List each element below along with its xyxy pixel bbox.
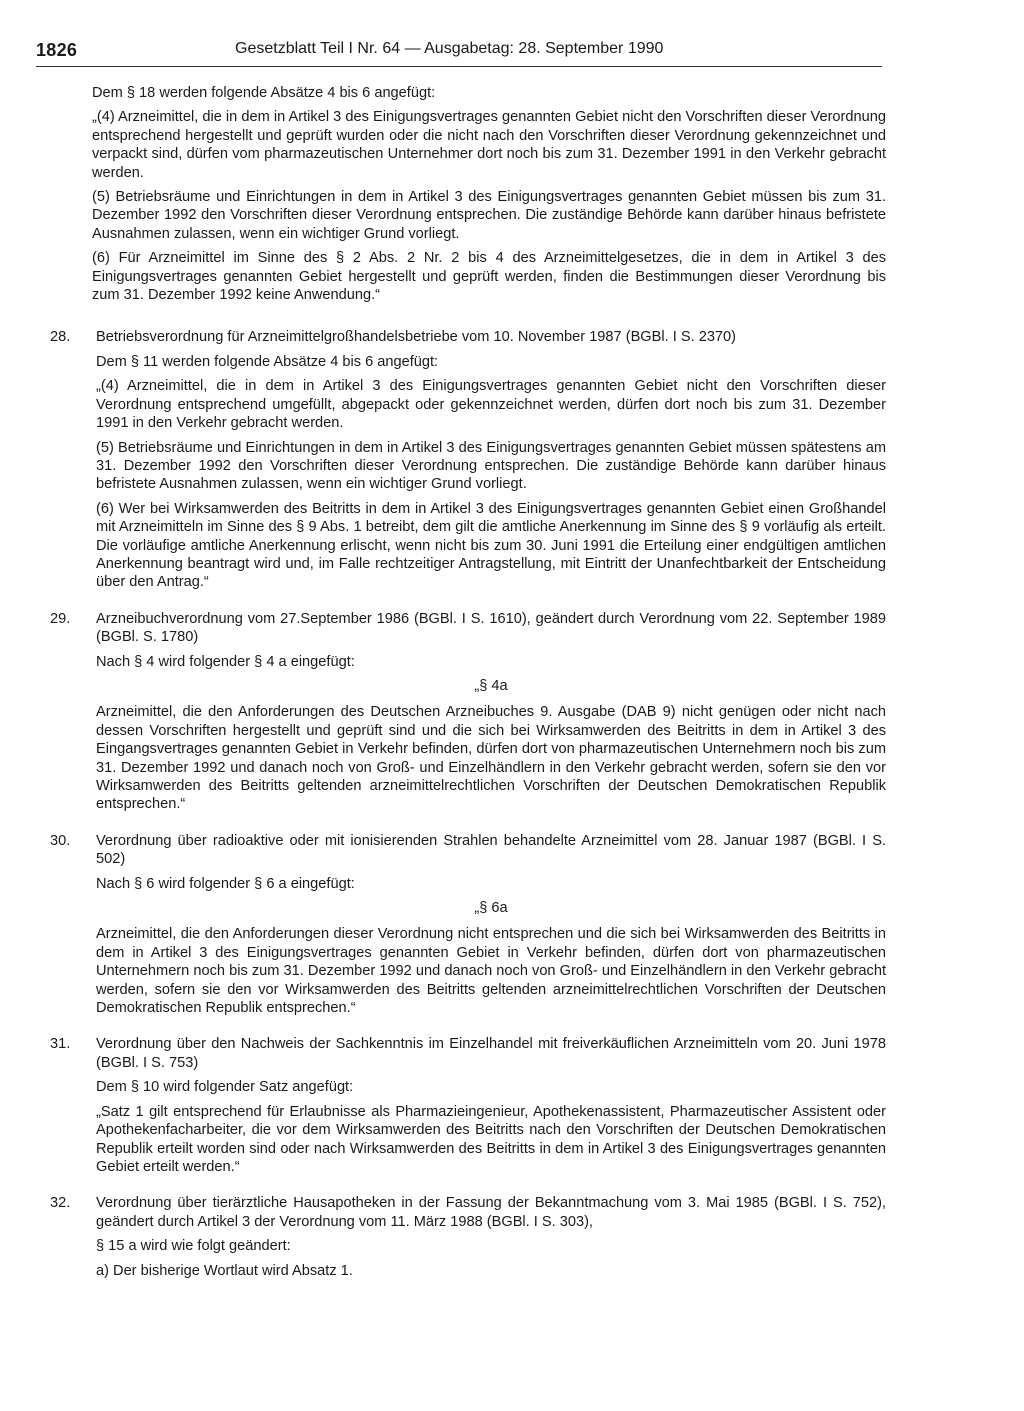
item-intro: Nach § 6 wird folgender § 6 a eingefügt: [96,875,355,892]
item-paragraph: (6) Wer bei Wirksamwerden des Beitritts in dem in Artikel 3 des Einigungsvertrages genannten Gebiet einen Großhandel mit Arzneimitteln im Sinne des § 9 Abs. 1 betreibt, dem gilt die amtliche Anerkennung im Sinne des § 9 vorläufig als erteilt. Die vorläufige amtliche Anerkennung erlischt, wenn nicht bis zum 30. Juni 1991 die Erteilung einer endgültigen amtlichen Anerkennung beantragt wird und, im Falle rechtzeitiger Antragstellung, mit Eintritt der Unanfechtbarkeit der Entscheidung über den Antrag.“ [96,500,886,591]
list-item-28 [36,328,886,591]
item-intro: Nach § 4 wird folgender § 4 a eingefügt: [96,653,355,670]
item-title: Arzneibuchverordnung vom 27.September 1986 (BGBl. I S. 1610), geändert durch Verordnung vom 22. September 1989 (BGBl. S. 1780) [96,610,886,646]
list-item-31 [36,1035,886,1176]
amendment-intro: Dem § 18 werden folgende Absätze 4 bis 6 angefügt: [92,85,436,101]
item-paragraph: (5) Betriebsräume und Einrichtungen in dem in Artikel 3 des Einigungsvertrages genannten Gebiet müssen spätestens am 31. Dezember 1992 den Vorschriften dieser Verordnung entsprechen. Die zuständige Behörde kann darüber hinaus befristete Ausnahmen zulassen, wenn ein wichtiger Grund vorliegt. [96,439,886,493]
amendment-paragraph: „(4) Arzneimittel, die in dem in Artikel 3 des Einigungsvertrages genannten Gebiet nicht den Vorschriften dieser Verordnung entsprechend hergestellt und geprüft wurden oder die nicht nach den Vorschriften dieser Verordnung gekennzeichnet und verpackt sind, dürfen vom pharmazeutischen Unternehmer dort noch bis zum 31. Dezember 1991 in den Verkehr gebracht werden. [92,109,886,181]
list-item-32 [36,1194,886,1280]
list-item-30 [36,832,886,1018]
item-intro: § 15 a wird wie folgt geändert: [96,1238,291,1255]
item-title: Betriebsverordnung für Arzneimittelgroßhandelsbetriebe vom 10. November 1987 (BGBl. I S. 2370) [96,329,737,346]
amendment-paragraph: (6) Für Arzneimittel im Sinne des § 2 Abs. 2 Nr. 2 bis 4 des Arzneimittelgesetzes, die in dem in Artikel 3 des Einigungsvertrages genannten Gebiet hergestellt und geprüft werden, finden die Bestimmungen dieser Verordnung bis zum 31. Dezember 1992 keine Anwendung.“ [92,250,886,304]
item-paragraph: „(4) Arzneimittel, die in dem in Artikel 3 des Einigungsvertrages genannten Gebiet nicht den Vorschriften dieser Verordnung entsprechend umgefüllt, abgepackt oder gekennzeichnet werden, dürfen dort noch bis zum 31. Dezember 1991 in den Verkehr gebracht werden. [96,378,886,432]
page-header [36,36,882,67]
item-paragraph: Arzneimittel, die den Anforderungen des Deutschen Arzneibuches 9. Ausgabe (DAB 9) nicht genügen oder nicht nach dessen Vorschriften hergestellt und geprüft sind und die sich bei Wirksamwerden des Beitritts in dem in Artikel 3 des Eingangsvertrages genannten Gebiet in Verkehr befinden, dürfen dort von pharmazeutischen Unternehmern noch bis zum 31. Dezember 1992 und danach noch von Groß- und Einzelhändlern in den Verkehr gebracht werden, sofern sie den vor Wirksamwerden des Beitritts geltenden arzneimittelrechtlichen Vorschriften der Deutschen Demokratischen Republik entsprechen.“ [96,704,886,813]
amendment-paragraph: (5) Betriebsräume und Einrichtungen in dem in Artikel 3 des Einigungsvertrages genannten Gebiet müssen bis zum 31. Dezember 1992 den Vorschriften dieser Verordnung entsprechen. Die zuständige Behörde kann darüber hinaus befristete Ausnahmen zulassen, wenn ein wichtiger Grund vorliegt. [92,189,886,242]
top-block [36,84,886,304]
section-heading: „§ 4a [474,677,508,694]
item-number: 30. [50,832,71,849]
section-heading: „§ 6a [474,900,508,917]
item-number: 29. [50,610,71,627]
item-number: 31. [50,1036,71,1053]
item-paragraph: Arzneimittel, die den Anforderungen dieser Verordnung nicht entsprechen und die sich bei Wirksamwerden des Beitritts in dem in Artikel 3 des Einigungsvertrages genannten Gebiet in Verkehr befinden, dürfen dort von pharmazeutischen Unternehmern noch bis zum 31. Dezember 1992 und danach noch von Groß- und Einzelhändlern in den Verkehr gebracht werden, sofern sie den vor Wirksamwerden des Beitritts geltenden arzneimittelrechtlichen Vorschriften der Deutschen Demokratischen Republik entsprechen.“ [96,926,886,1017]
item-paragraph: a) Der bisherige Wortlaut wird Absatz 1. [96,1262,353,1279]
list-item-29 [36,610,886,814]
item-number: 32. [50,1195,71,1212]
item-title: Verordnung über tierärztliche Hausapotheken in der Fassung der Bekanntmachung vom 3. Mai 1985 (BGBl. I S. 752), geändert durch Artikel 3 der Verordnung vom 11. März 1988 (BGBl. I S. 303), [96,1195,886,1230]
item-intro: Dem § 11 werden folgende Absätze 4 bis 6 angefügt: [96,353,439,370]
item-title: Verordnung über den Nachweis der Sachkenntnis im Einzelhandel mit freiverkäuflichen Arzneimitteln vom 20. Juni 1978 (BGBl. I S. 753) [96,1036,886,1071]
gazette-title: Gesetzblatt Teil I Nr. 64 — Ausgabetag: 28. September 1990 [235,40,664,57]
item-paragraph: „Satz 1 gilt entsprechend für Erlaubnisse als Pharmazieingenieur, Apothekenassistent, Pharmazeutischer Assistent oder Apothekenfacharbeiter, die vor dem Wirksamwerden des Beitritts nach den Vorschriften der Deutschen Demokratischen Republik erteilt worden sind oder nach Wirksamwerden des Beitritts in dem in Artikel 3 des Einigungsvertrages genannten Gebiet erteilt werden.“ [96,1103,886,1175]
page-number: 1826 [36,40,78,60]
item-number: 28. [50,329,71,346]
item-intro: Dem § 10 wird folgender Satz angefügt: [96,1079,354,1096]
document-body [36,84,886,1286]
item-title: Verordnung über radioaktive oder mit ionisierenden Strahlen behandelte Arzneimittel vom 28. Januar 1987 (BGBl. I S. 502) [96,832,886,868]
